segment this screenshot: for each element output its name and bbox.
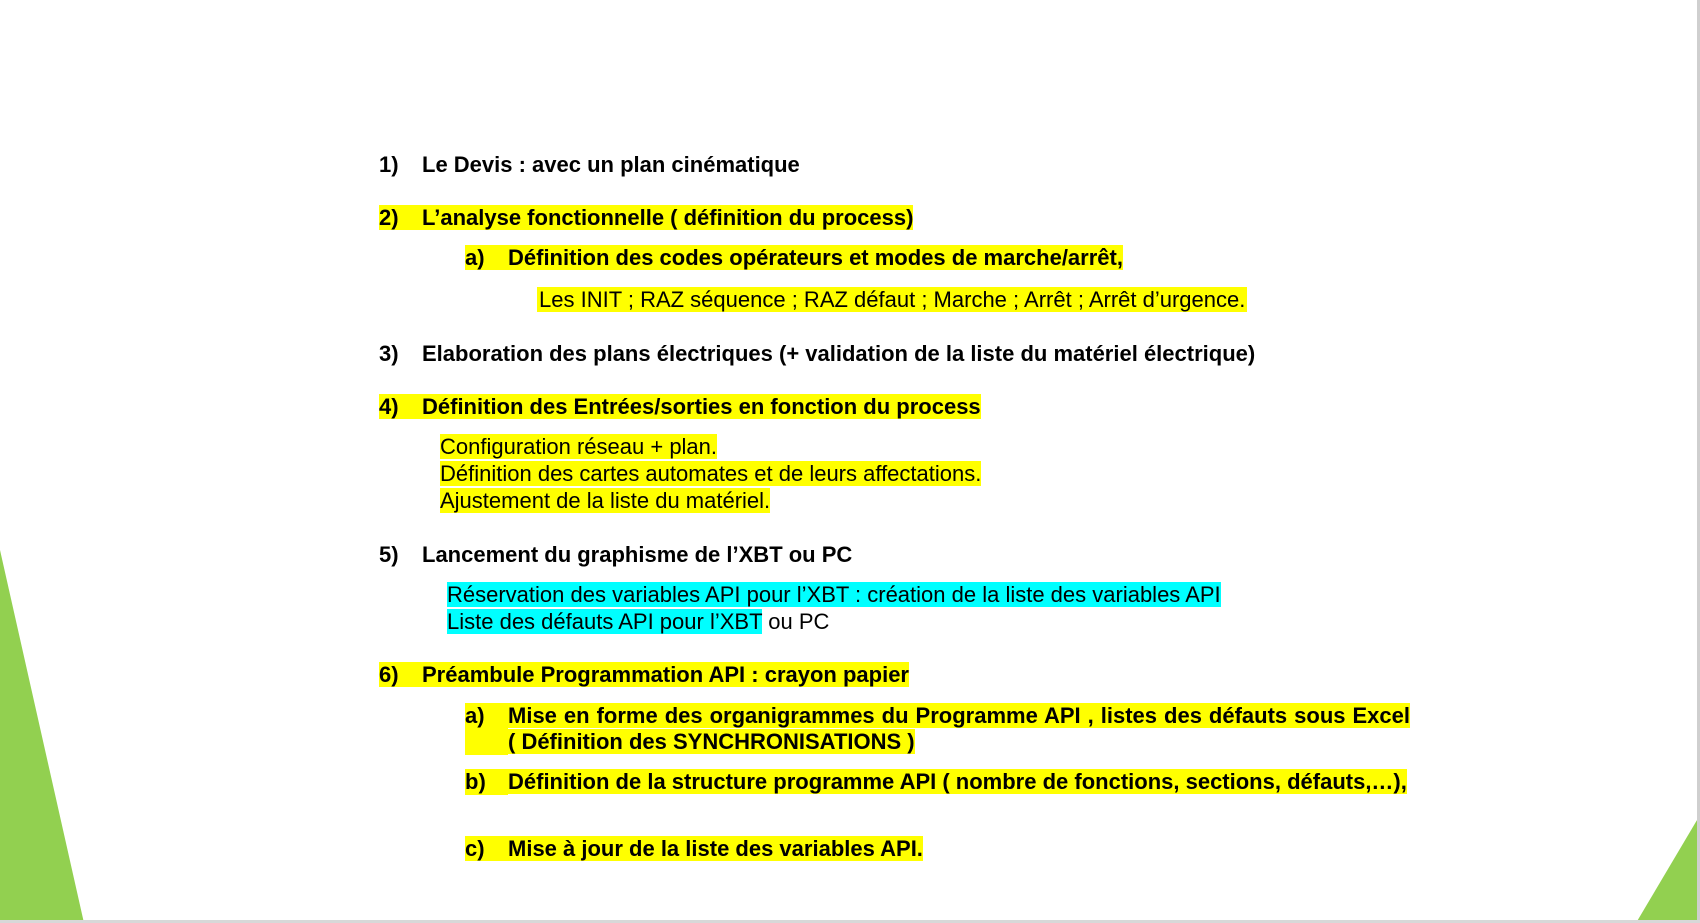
item-4 <box>379 394 981 420</box>
item-6-number: 6) <box>379 662 399 687</box>
item-2-sub-a <box>465 245 1123 271</box>
item-6-text: Préambule Programmation API : crayon papier <box>422 662 909 687</box>
green-left-triangle <box>0 550 84 923</box>
item-6-sub-b-label: b) <box>465 769 508 795</box>
item-2 <box>379 205 913 231</box>
item-5-number: 5) <box>379 542 399 567</box>
item-4-detail-1-text: Configuration réseau + plan. <box>440 434 718 459</box>
item-5-detail-1 <box>447 582 1221 608</box>
item-4-detail-3 <box>440 488 770 514</box>
item-4-detail-2 <box>440 461 981 487</box>
item-6-sub-b-text: Définition de la structure programme API ( nombre de fonctions, sections, défauts,…), <box>508 769 1407 794</box>
item-6-sub-a-label: a) <box>465 703 508 755</box>
item-6-sub-b <box>465 769 1410 795</box>
item-4-detail-3-text: Ajustement de la liste du matériel. <box>440 488 771 513</box>
item-6-sub-a-text: Mise en forme des organigrammes du Programme API , listes des défauts sous Excel ( Définition des SYNCHRONISATIONS ) <box>508 703 1410 754</box>
item-5-detail-2-highlighted: Liste des défauts API pour l’XBT <box>447 609 763 634</box>
item-2-number: 2) <box>379 205 399 230</box>
item-2-sub-a-text: Définition des codes opérateurs et modes de marche/arrêt, <box>508 245 1123 270</box>
item-2-text: L’analyse fonctionnelle ( définition du process) <box>422 205 914 230</box>
item-5 <box>379 542 852 568</box>
item-2-sub-a-detail-text: Les INIT ; RAZ séquence ; RAZ défaut ; Marche ; Arrêt ; Arrêt d’urgence. <box>539 287 1246 312</box>
item-2-sub-a-label: a) <box>465 245 485 270</box>
green-right-triangle <box>1636 815 1700 923</box>
item-4-text: Définition des Entrées/sorties en fonction du process <box>422 394 981 419</box>
item-5-detail-2 <box>447 609 829 635</box>
item-6-sub-a <box>465 703 1410 755</box>
item-4-number: 4) <box>379 394 399 419</box>
item-6-sub-c-text: Mise à jour de la liste des variables API. <box>508 836 923 861</box>
item-5-text: Lancement du graphisme de l’XBT ou PC <box>422 542 853 567</box>
item-5-detail-2-rest: ou PC <box>762 609 830 634</box>
item-6-sub-c-label: c) <box>465 836 485 861</box>
item-3-number: 3) <box>379 341 399 366</box>
item-6 <box>379 662 909 688</box>
item-2-sub-a-detail <box>537 287 1247 313</box>
item-5-detail-1-text: Réservation des variables API pour l’XBT : création de la liste des variables API <box>447 582 1221 607</box>
item-4-detail-2-text: Définition des cartes automates et de leurs affectations. <box>440 461 982 486</box>
item-1-text: Le Devis : avec un plan cinématique <box>422 152 800 177</box>
item-3-text: Elaboration des plans électriques (+ validation de la liste du matériel électrique) <box>422 341 1256 366</box>
item-3 <box>379 341 1255 367</box>
item-6-sub-c <box>465 836 923 862</box>
item-4-detail-1 <box>440 434 717 460</box>
item-1 <box>379 152 800 178</box>
item-1-number: 1) <box>379 152 399 177</box>
